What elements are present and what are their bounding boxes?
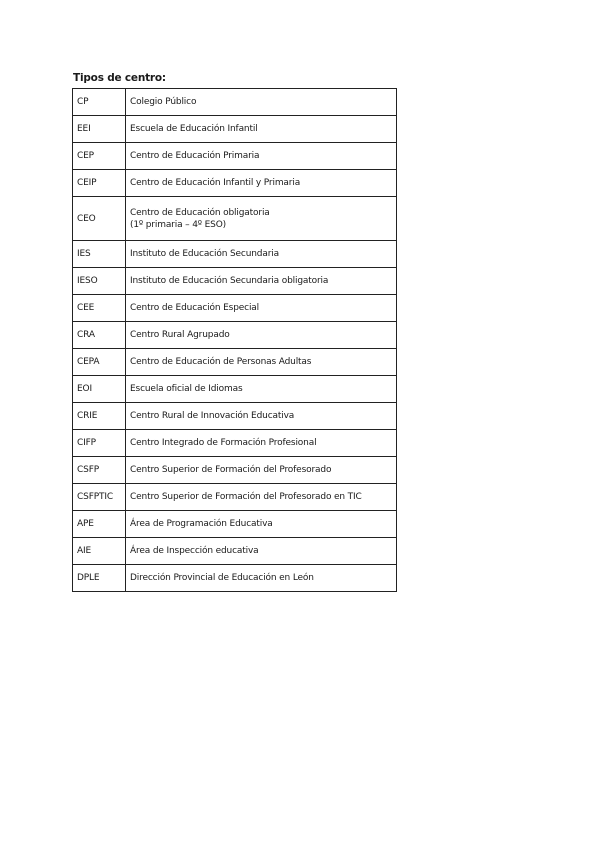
name-cell: Instituto de Educación Secundaria obligatoria [126, 268, 397, 295]
name-cell: Escuela oficial de Idiomas [126, 376, 397, 403]
table-row [73, 511, 397, 538]
code-cell: CIFP [73, 430, 126, 457]
name-cell: Centro Rural de Innovación Educativa [126, 403, 397, 430]
code-cell: EOI [73, 376, 126, 403]
table-row [73, 89, 397, 116]
table-row [73, 376, 397, 403]
table-row [73, 268, 397, 295]
table-row [73, 116, 397, 143]
code-cell: CEP [73, 143, 126, 170]
table-row [73, 143, 397, 170]
code-cell: CEO [73, 197, 126, 241]
table-row [73, 197, 397, 241]
name-cell: Colegio Público [126, 89, 397, 116]
code-cell: APE [73, 511, 126, 538]
table-row [73, 430, 397, 457]
name-line-secondary: (1º primaria – 4º ESO) [130, 219, 226, 230]
name-cell: Centro de Educación de Personas Adultas [126, 349, 397, 376]
name-line: Centro de Educación obligatoria [130, 207, 270, 218]
table-row [73, 457, 397, 484]
code-cell: CEPA [73, 349, 126, 376]
center-types-table [72, 88, 397, 592]
code-cell: CSFPTIC [73, 484, 126, 511]
table-row [73, 241, 397, 268]
table-row [73, 565, 397, 592]
name-cell: Centro de Educación Primaria [126, 143, 397, 170]
code-cell: CRIE [73, 403, 126, 430]
name-cell: Instituto de Educación Secundaria [126, 241, 397, 268]
code-cell: CEE [73, 295, 126, 322]
name-cell: Centro Integrado de Formación Profesional [126, 430, 397, 457]
name-cell: Centro de Educación Infantil y Primaria [126, 170, 397, 197]
code-cell: DPLE [73, 565, 126, 592]
code-cell: AIE [73, 538, 126, 565]
name-cell: Área de Inspección educativa [126, 538, 397, 565]
code-cell: CP [73, 89, 126, 116]
name-cell: Centro Superior de Formación del Profesorado en TIC [126, 484, 397, 511]
name-cell: Área de Programación Educativa [126, 511, 397, 538]
table-row [73, 538, 397, 565]
name-cell: Escuela de Educación Infantil [126, 116, 397, 143]
code-cell: IESO [73, 268, 126, 295]
table-row [73, 322, 397, 349]
page-heading: Tipos de centro: [73, 72, 166, 84]
table-row [73, 484, 397, 511]
name-cell [126, 197, 397, 241]
table-row [73, 295, 397, 322]
code-cell: CEIP [73, 170, 126, 197]
code-cell: CRA [73, 322, 126, 349]
code-cell: IES [73, 241, 126, 268]
name-cell: Dirección Provincial de Educación en León [126, 565, 397, 592]
table-row [73, 170, 397, 197]
name-cell: Centro de Educación Especial [126, 295, 397, 322]
table-row [73, 349, 397, 376]
code-cell: CSFP [73, 457, 126, 484]
table-row [73, 403, 397, 430]
name-cell: Centro Rural Agrupado [126, 322, 397, 349]
code-cell: EEI [73, 116, 126, 143]
name-cell: Centro Superior de Formación del Profesorado [126, 457, 397, 484]
